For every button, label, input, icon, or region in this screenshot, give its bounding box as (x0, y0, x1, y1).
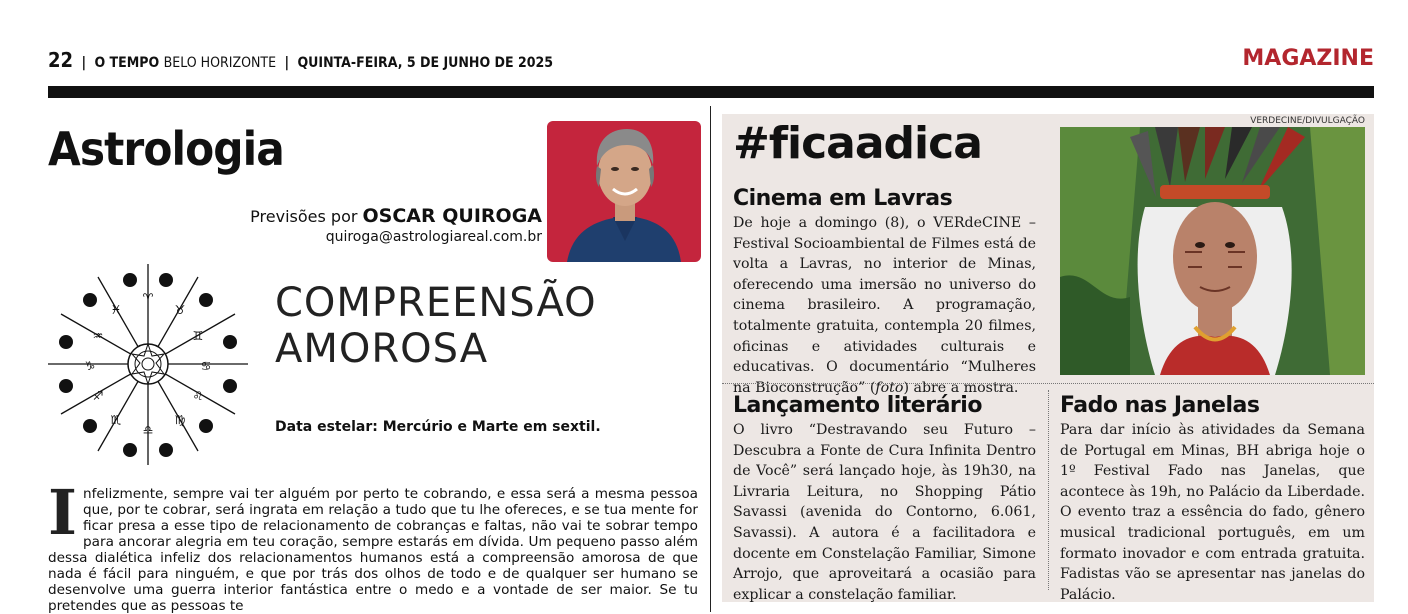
fado-title: Fado nas Janelas (1060, 393, 1260, 418)
livro-title: Lançamento literário (733, 393, 982, 418)
publication-name: O TEMPO (94, 55, 160, 71)
horoscope-text: nfelizmente, sempre vai ter alguém por perto te cobrando, e essa será a mesma pessoa que, por te cobrar, será ingrata em relação a tudo que tu lhe ofereces, e se tua mente for ficar presa a esse tipo de relacionamento de cobranças e faltas, não vai te sobrar tempo para ancorar alegria em teu coração, sempre estarás em dívida. Um pequeno passo além dessa dialética infeliz dos relacionamentos humanos está a compreensão amorosa de que nada é fácil para ninguém, e que por trás dos olhos de todo e de qualquer ser humano se desenvolve uma guerra interior fantástica entre o medo e a vontade de ser maior. Se tu pretendes que as pessoas te (48, 486, 698, 614)
byline (230, 207, 542, 247)
section-separator (722, 383, 1374, 384)
zodiac-wheel-illustration (48, 262, 248, 467)
svg-text:♑: ♑ (84, 359, 96, 373)
folio: 22 | O TEMPO BELO HORIZONTE | QUINTA-FEIRA, 5 DE JUNHO DE 2025 (48, 48, 554, 72)
svg-text:♋: ♋ (200, 359, 212, 373)
svg-text:♎: ♎ (142, 423, 154, 437)
svg-text:♍: ♍ (174, 413, 186, 427)
cinema-title: Cinema em Lavras (733, 186, 953, 211)
star-date: Data estelar: Mercúrio e Marte em sextil. (275, 419, 601, 435)
fica-title: #ficaadica (733, 118, 982, 169)
author-email: quiroga@astrologiareal.com.br (325, 229, 542, 245)
byline-prefix: Previsões por (250, 207, 358, 226)
issue-date: QUINTA-FEIRA, 5 DE JUNHO DE 2025 (297, 55, 554, 71)
cinema-body: De hoje a domingo (8), o VERdeCINE – Festival Socioambiental de Filmes está de volta a Lavras, no interior de Minas, oferecendo uma imersão no universo do cinema brasileiro. A programação, totalmente gratuita, contempla 20 filmes, oficinas e atividades culturais e educativas. O documentário “Mulheres na Bioconstrução” (foto) abre a mostra. (733, 215, 1036, 396)
horoscope-headline: COMPREENSÃO AMOROSA (275, 280, 597, 372)
documentary-photo (1060, 127, 1365, 375)
drop-cap: I (48, 476, 78, 549)
astrology-title: Astrologia (48, 122, 284, 176)
section-name: MAGAZINE (1242, 46, 1374, 71)
svg-text:♉: ♉ (174, 303, 186, 317)
svg-text:♓: ♓ (110, 303, 122, 317)
horoscope-body (48, 476, 698, 614)
photo-credit: VERDECINE/DIVULGAÇÃO (1250, 116, 1365, 126)
fado-body: Para dar início às atividades da Semana de Portugal em Minas, BH abriga hoje o 1º Festival Fado nas Janelas, que acontece às 19h, no Palácio da Liberdade. O evento traz a essência do fado, gênero musical tradicional português, em um formato inovador e com entrada gratuita. Fadistas vão se apresentar nas janelas do Palácio. (1060, 422, 1365, 603)
svg-text:♌: ♌ (192, 389, 204, 403)
svg-text:♏: ♏ (110, 413, 122, 427)
author-name: OSCAR QUIROGA (362, 205, 542, 227)
city: BELO HORIZONTE (163, 55, 277, 71)
svg-text:♊: ♊ (192, 329, 204, 343)
page-header (48, 46, 1374, 72)
svg-text:♒: ♒ (92, 329, 104, 343)
column-separator (1048, 390, 1049, 590)
svg-text:♐: ♐ (92, 389, 104, 403)
header-rule (48, 86, 1374, 98)
column-divider (710, 106, 711, 612)
author-photo (547, 121, 701, 262)
page-number: 22 (48, 48, 74, 72)
livro-body: O livro “Destravando seu Futuro – Descubra a Fonte de Cura Infinita Dentro de Você” será lançado hoje, às 19h30, na Livraria Leitura, no Shopping Pátio Savassi (avenida do Contorno, 6.061, Savassi). A autora é a facilitadora e docente em Constelação Familiar, Simone Arrojo, que aproveitará a ocasião para explicar a constelação familiar. (733, 422, 1036, 603)
svg-text:♈: ♈ (142, 291, 154, 305)
